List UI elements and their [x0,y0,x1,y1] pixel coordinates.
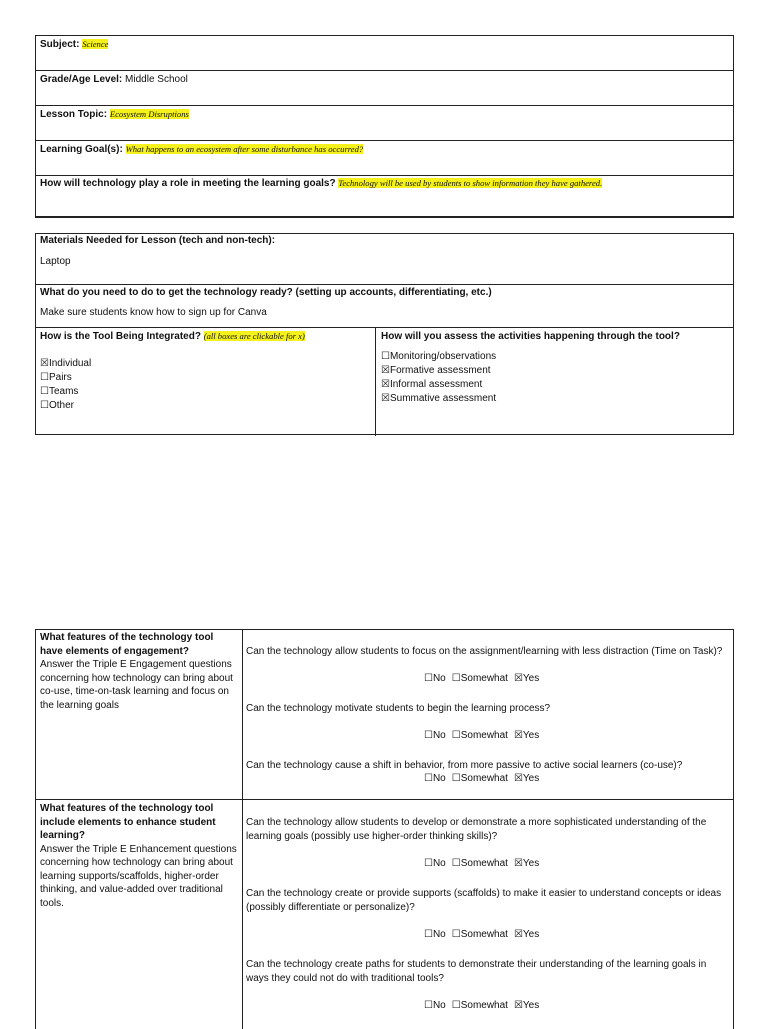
tech-ready-row [36,285,733,328]
materials-value[interactable]: Laptop [40,256,71,267]
goals-row [36,141,733,176]
checkbox-icon[interactable]: ☐ [40,386,49,397]
checkbox-icon[interactable]: ☒ [381,393,390,404]
tech-ready-value[interactable]: Make sure students know how to sign up for Canva [40,307,267,318]
integration-options [40,357,375,413]
checkbox-icon[interactable]: ☐ [40,400,49,411]
checkbox-icon[interactable]: ☐ [381,351,390,362]
topic-row [36,106,733,141]
goals-value[interactable]: What happens to an ecosystem after some disturbance has occurred? [125,144,364,154]
lesson-info-table [35,35,734,218]
assessment-options [381,350,733,406]
triple-e-table [35,629,734,1029]
subject-label: Subject: [40,39,80,50]
grade-row [36,71,733,106]
engagement-description: Answer the Triple E Engagement questions concerning how technology can bring about co-use, time-on-task learning and focus on the learning goals [40,659,233,711]
yes-checkbox[interactable]: ☒Yes [513,1000,540,1011]
materials-label: Materials Needed for Lesson (tech and non-tech): [40,235,276,246]
somewhat-checkbox[interactable]: ☐Somewhat [451,858,508,869]
goals-label: Learning Goal(s): [40,144,123,155]
integration-option[interactable]: ☒Individual [40,358,92,369]
yes-checkbox[interactable]: ☒Yes [513,929,540,940]
answer-row [424,673,545,684]
enhancement-question-3: Can the technology create paths for students to demonstrate their understanding of the learning goals in ways they could not do with traditional tools? [246,959,707,984]
yes-checkbox[interactable]: ☒Yes [513,773,540,784]
tech-ready-label: What do you need to do to get the technology ready? (setting up accounts, differentiating, etc.) [40,287,492,298]
checkbox-icon[interactable]: ☒ [40,358,49,369]
checkbox-icon[interactable]: ☐ [40,372,49,383]
yes-checkbox[interactable]: ☒Yes [513,858,540,869]
checkbox-icon[interactable]: ☒ [381,365,390,376]
topic-value[interactable]: Ecosystem Disruptions [109,109,189,119]
enhancement-heading: What features of the technology tool include elements to enhance student learning? [40,803,216,841]
engagement-question-3: Can the technology cause a shift in behavior, from more passive to active social learners (co-use)? [246,760,683,771]
engagement-cell [36,630,242,713]
column-divider [242,630,243,1029]
somewhat-checkbox[interactable]: ☐Somewhat [451,730,508,741]
no-checkbox[interactable]: ☐No [424,730,446,741]
no-checkbox[interactable]: ☐No [424,858,446,869]
no-checkbox[interactable]: ☐No [424,1000,446,1011]
enhancement-question-2: Can the technology create or provide supports (scaffolds) to make it easier to understand concepts or ideas (possibly differentiate or personalize)? [246,888,722,913]
yes-checkbox[interactable]: ☒Yes [513,730,540,741]
integration-cell [36,328,376,436]
assessment-option[interactable]: ☒Summative assessment [381,393,497,404]
engagement-question-1: Can the technology allow students to focus on the assignment/learning with less distraction (Time on Task)? [246,646,723,657]
tech-role-value[interactable]: Technology will be used by students to show information they have gathered. [338,178,603,188]
materials-row [36,234,733,285]
assessment-option[interactable]: ☒Formative assessment [381,365,491,376]
enhancement-question-1: Can the technology allow students to develop or demonstrate a more sophisticated understanding of the learning goals (possibly use higher-order thinking skills)? [246,817,707,842]
integration-note: (all boxes are clickable for x) [203,331,305,341]
answer-row [424,929,545,940]
no-checkbox[interactable]: ☐No [424,929,446,940]
answer-row [424,1000,545,1011]
integration-label: How is the Tool Being Integrated? [40,331,201,342]
assessment-option[interactable]: ☒Informal assessment [381,379,483,390]
engagement-question-2: Can the technology motivate students to begin the learning process? [246,703,551,714]
answer-row [424,773,545,784]
tech-role-label: How will technology play a role in meeting the learning goals? [40,178,336,189]
enhancement-description: Answer the Triple E Enhancement questions concerning how technology can bring about learning supports/scaffolds, higher-order thinking, and value-added over traditional tools. [40,843,237,909]
checkbox-icon[interactable]: ☒ [381,379,390,390]
materials-table [35,233,734,435]
subject-row [36,36,733,71]
subject-value[interactable]: Science [82,39,109,49]
tech-role-row [36,176,733,217]
somewhat-checkbox[interactable]: ☐Somewhat [451,1000,508,1011]
somewhat-checkbox[interactable]: ☐Somewhat [451,773,508,784]
integration-option[interactable]: ☐Pairs [40,372,72,383]
no-checkbox[interactable]: ☐No [424,773,446,784]
assessment-option[interactable]: ☐Monitoring/observations [381,351,497,362]
assessment-label: How will you assess the activities happening through the tool? [381,331,680,342]
grade-label: Grade/Age Level: [40,74,123,85]
somewhat-checkbox[interactable]: ☐Somewhat [451,673,508,684]
row-divider [36,799,733,800]
assessment-cell [377,328,733,436]
no-checkbox[interactable]: ☐No [424,673,446,684]
yes-checkbox[interactable]: ☒Yes [513,673,540,684]
topic-label: Lesson Topic: [40,109,108,120]
integration-option[interactable]: ☐Teams [40,386,79,397]
grade-value[interactable]: Middle School [125,74,188,85]
answer-row [424,730,545,741]
integration-option[interactable]: ☐Other [40,400,74,411]
enhancement-cell [36,801,242,911]
somewhat-checkbox[interactable]: ☐Somewhat [451,929,508,940]
engagement-heading: What features of the technology tool have elements of engagement? [40,632,214,657]
answer-row [424,858,545,869]
